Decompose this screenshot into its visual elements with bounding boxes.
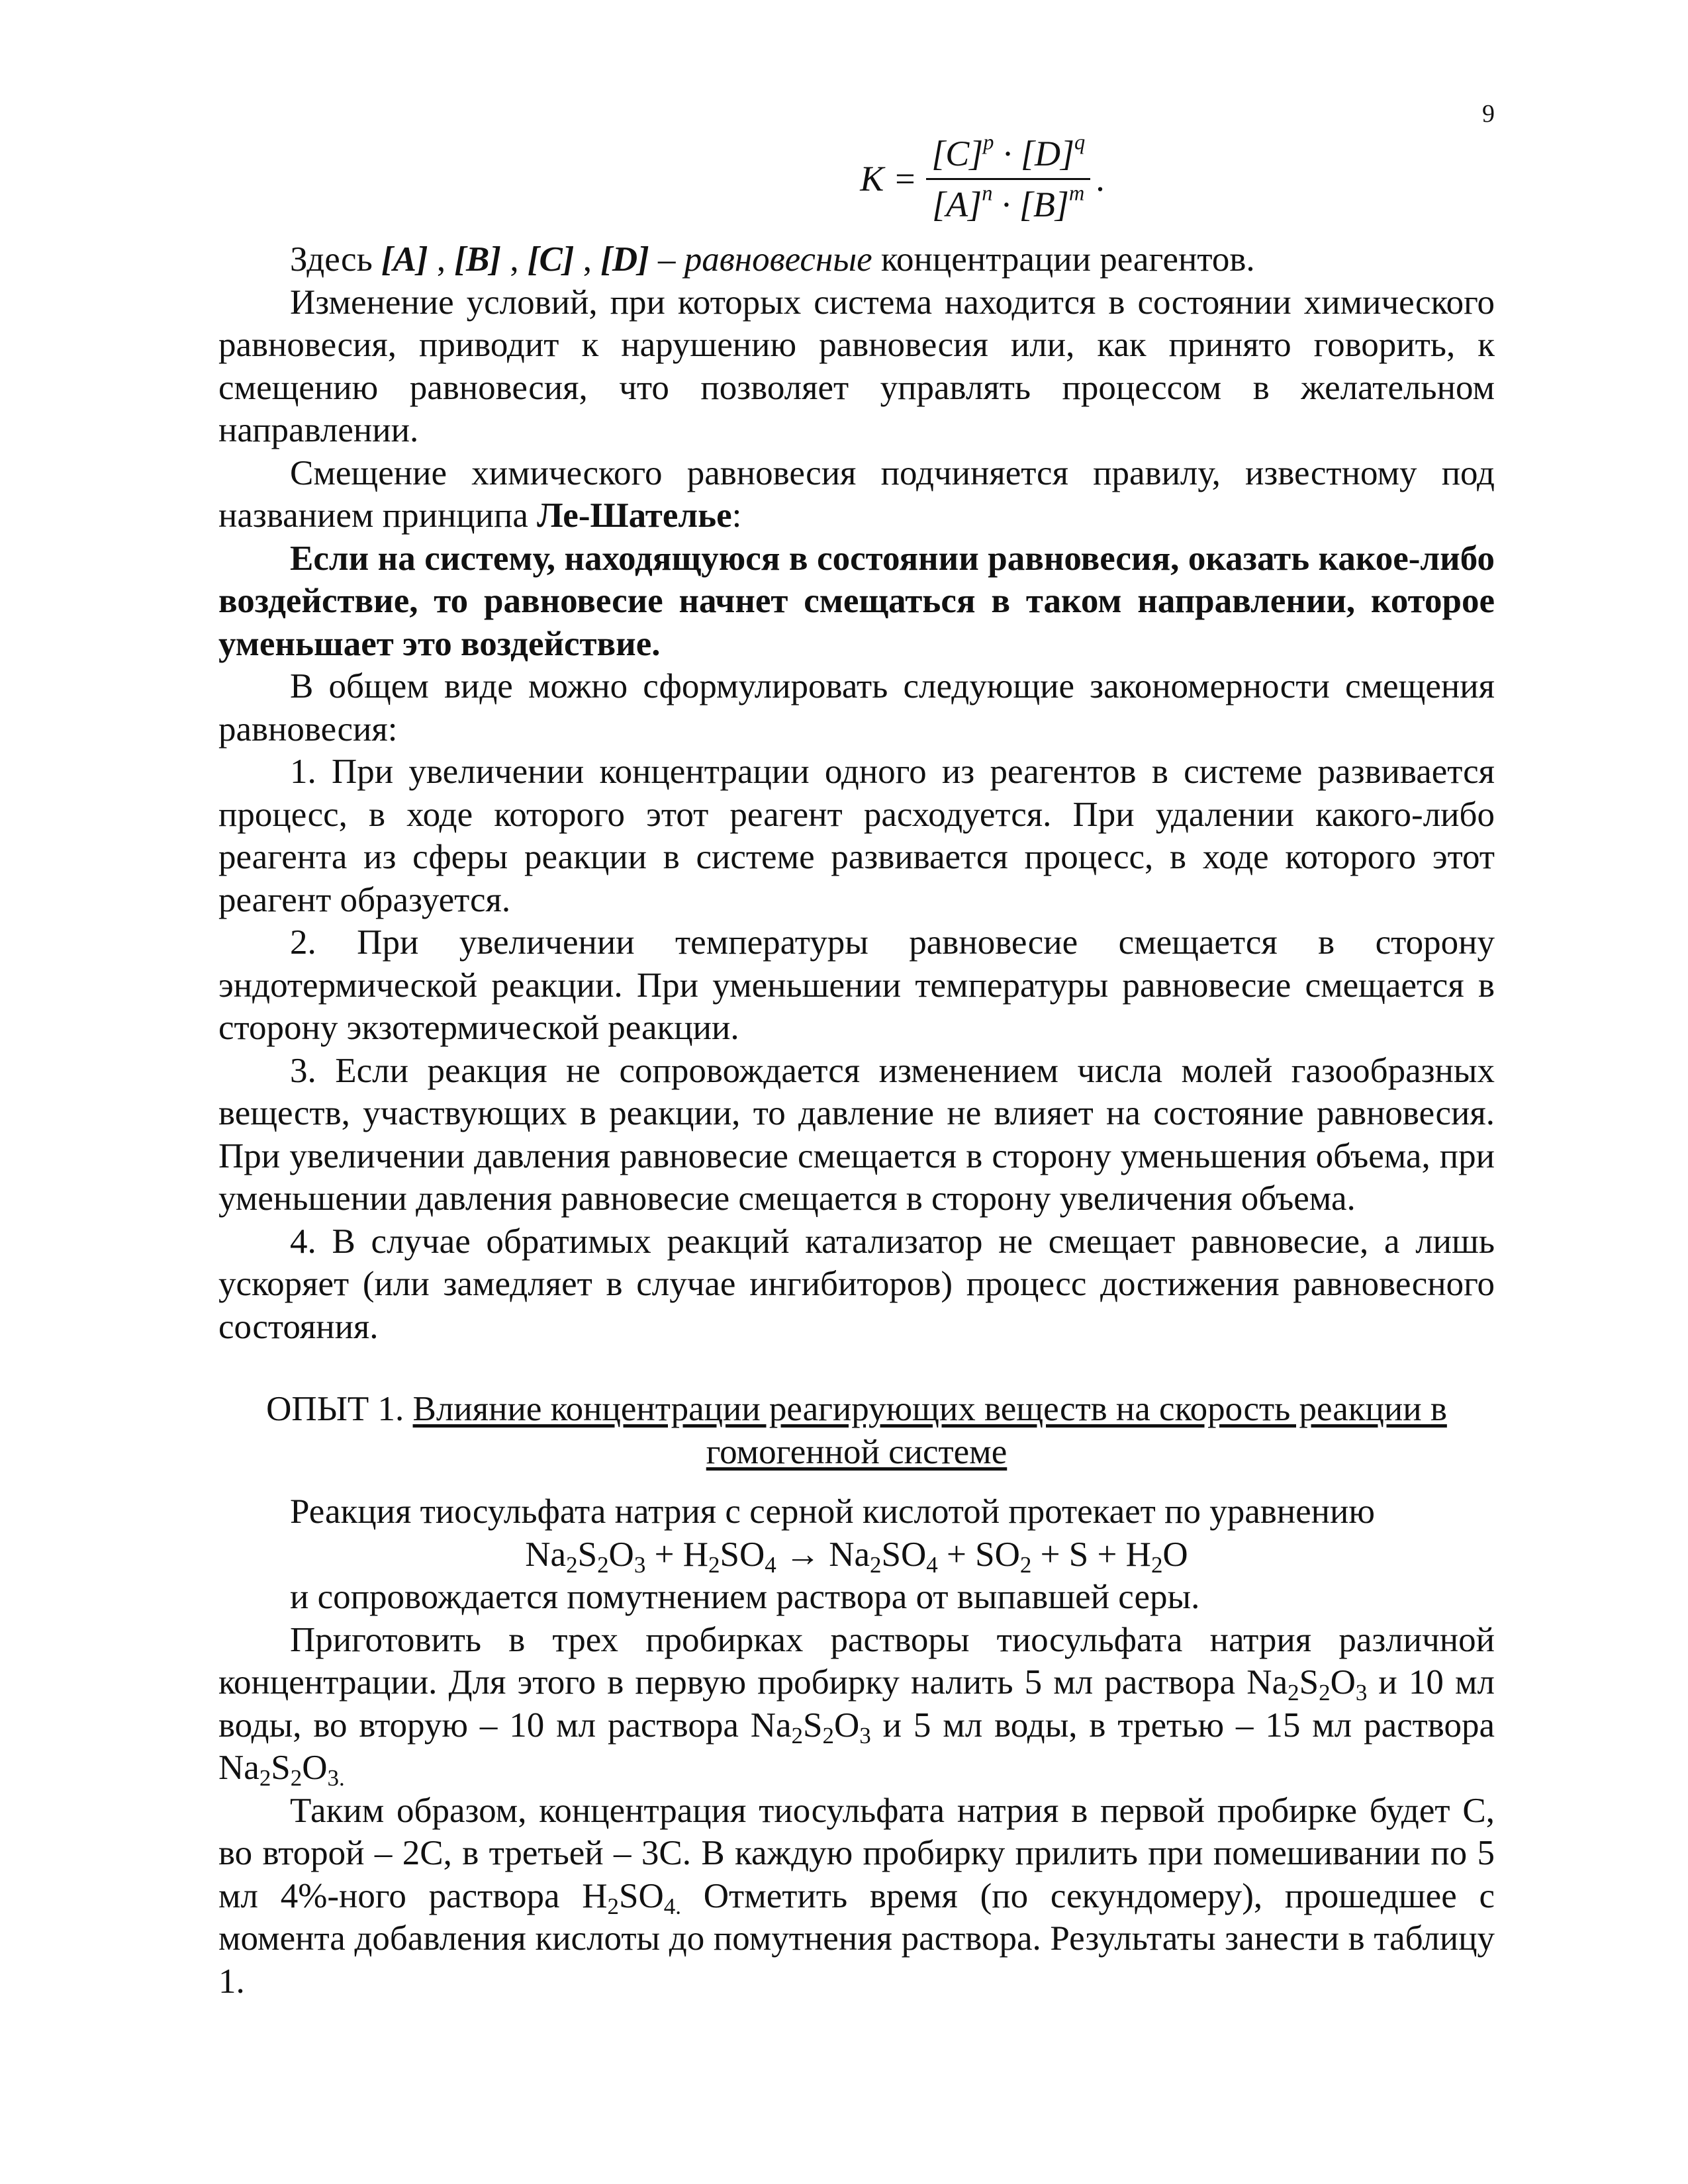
experiment-title: Влияние концентрации реагирующих веществ на скорость реакции в гомогенной системе — [412, 1390, 1447, 1471]
formula-lhs: K = — [860, 158, 917, 199]
rule-item: 4. В случае обратимых реакций катализатор не смещает равновесие, а лишь ускоряет (или замедляет в случае ингибиторов) процесс достижения равновесного состояния. — [218, 1222, 1495, 1346]
reaction-equation: $Na_2S_2O_3 + H_2SO_4 \to Na_2SO_4 + SO_2 + S + H_2O$ — [525, 1535, 1188, 1578]
formula-fraction — [926, 130, 1090, 225]
formula-denominator: $[A]^n \cdot [B]^m$ — [932, 181, 1085, 224]
rule-item: 2. При увеличении температуры равновесие смещается в сторону эндотермической реакции. При уменьшении температуры равновесие смещается в сторону экзотермической реакции. — [218, 923, 1495, 1047]
formula-numerator: $[C]^p \cdot [D]^q$ — [926, 133, 1090, 180]
reaction-intro: Реакция тиосульфата натрия с серной кислотой протекает по уравнению — [290, 1492, 1375, 1531]
rule-item: 1. При увеличении концентрации одного из реагентов в системе развивается процесс, в ходе которого этот реагент расходуется. При удалении какого-либо реагента из сферы реакции в системе развивается процесс, в ходе которого этот реагент образуется. — [218, 752, 1495, 919]
concentration-definition: Здесь [A] , [B] , [C] , [D] – равновесные концентрации реагентов. — [290, 240, 1255, 279]
paragraph-preparation: Приготовить в трех пробирках растворы тиосульфата натрия различной концентрации. Для этого в первую пробирку налить 5 мл раствора $Na_2S_2O_3$ и 10 мл воды, во вторую – 10 мл раствора $Na_2S_2O_3$ и 5 мл воды, в третью – 15 мл раствора $Na_2S_2O_{3.}$ — [218, 1620, 1495, 1791]
equilibrium-constant-formula — [470, 126, 1495, 232]
paragraph-equilibrium-shift: Изменение условий, при которых система находится в состоянии химического равновесия, приводит к нарушению равновесия или, как принято говорить, к смещению равновесия, что позволяет управлять процессом в желательном направлении. — [218, 283, 1495, 449]
formula-period: . — [1096, 158, 1105, 199]
reaction-description: и сопровождается помутнением раствора от выпавшей серы. — [290, 1578, 1200, 1616]
experiment-heading: ОПЫТ 1. Влияние концентрации реагирующих веществ на скорость реакции в гомогенной системе — [266, 1390, 1447, 1471]
page-content — [218, 126, 1495, 2003]
paragraph-le-chatelier: Смещение химического равновесия подчиняется правилу, известному под названием принципа Ле-Шателье: — [218, 453, 1495, 535]
paragraph-conclusion: Таким образом, концентрация тиосульфата натрия в первой пробирке будет С, во второй – 2С, в третьей – 3С. В каждую пробирку прилить при помешивании по 5 мл 4%-ного раствора $H_2SO_{4.}$ Отметить время (по секундомеру), прошедшее с момента добавления кислоты до помутнения раствора. Результаты занести в таблицу 1. — [218, 1791, 1495, 2001]
rule-item: 3. Если реакция не сопровождается изменением числа молей газообразных веществ, участвующих в реакции, то давление не влияет на состояние равновесия. При увеличении давления равновесие смещается в сторону уменьшения объема, при уменьшении давления равновесие смещается в сторону увеличения объема. — [218, 1051, 1495, 1218]
paragraph-general-rules: В общем виде можно сформулировать следующие закономерности смещения равновесия: — [218, 667, 1495, 749]
le-chatelier-principle: Если на систему, находящуюся в состоянии равновесия, оказать какое-либо воздействие, то равновесие начнет смещаться в таком направлении, которое уменьшает это воздействие. — [218, 539, 1495, 663]
page-number: 9 — [1482, 100, 1495, 128]
